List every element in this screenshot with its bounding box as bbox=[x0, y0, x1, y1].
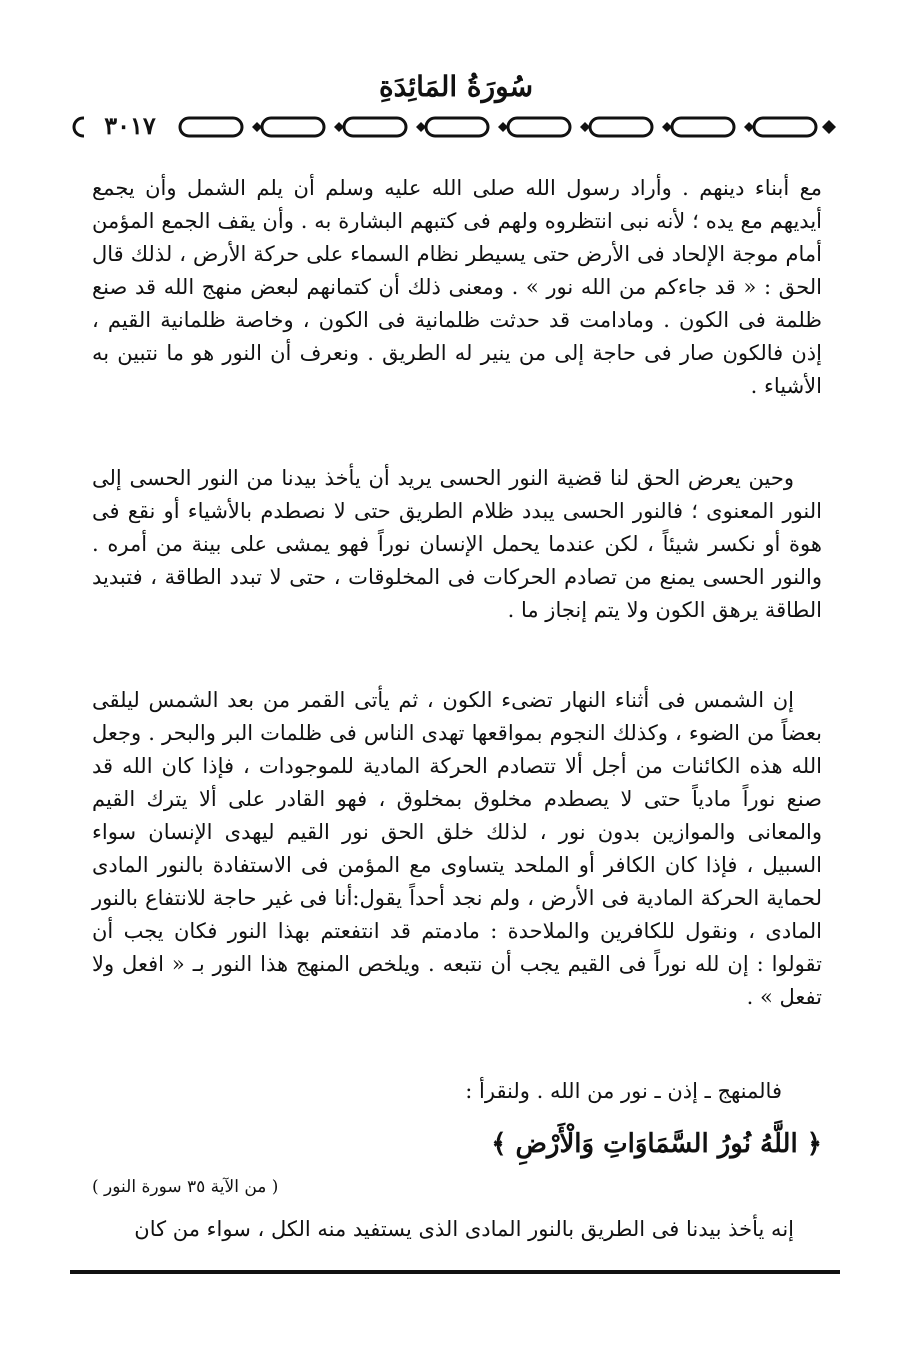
paragraph-1 bbox=[92, 172, 822, 403]
bottom-rule bbox=[70, 1270, 840, 1274]
ornamental-border bbox=[70, 114, 840, 140]
continuation-line: إنه يأخذ بيدنا فى الطريق بالنور المادى الذى يستفيد منه الكل ، سواء من كان bbox=[134, 1217, 794, 1241]
page-number: ٣٠١٧ bbox=[84, 111, 176, 141]
verse-reference: ( من الآية ٣٥ سورة النور ) bbox=[92, 1177, 279, 1197]
intro-line: فالمنهج ـ إذن ـ نور من الله . ولنقرأ : bbox=[465, 1079, 782, 1103]
paragraph-text: وحين يعرض الحق لنا قضية النور الحسى يريد أن يأخذ بيدنا من النور الحسى إلى النور المعنوى ؛ فالنور الحسى يبدد ظلام الطريق حتى لا نصطدم بالأشياء أو نقع فى هوة أو نكسر شيئاً ، لكن عندما يحمل الإنسان نوراً فهو يمشى على بينة من أمره . والنور الحسى يمنع من تصادم الحركات فى المخلوقات ، حتى لا تبدد الطاقة ، فتبديد الطاقة يرهق الكون ولا يتم إنجاز ما . bbox=[92, 466, 822, 622]
quran-verse: ﴿ اللَّهُ نُورُ السَّمَاوَاتِ وَالْأَرْضِ ﴾ bbox=[491, 1129, 822, 1159]
paragraph-text: إن الشمس فى أثناء النهار تضىء الكون ، ثم يأتى القمر من بعد الشمس ليلقى بعضاً من الضوء ، وكذلك النجوم بمواقعها تهدى الناس فى ظلمات البر والبحر . وجعل الله هذه الكائنات من أجل ألا تتصادم الحركة المادية للموجودات ، فإذا كان الله قد صنع نوراً مادياً حتى لا يصطدم مخلوق بمخلوق ، فهو القادر على ألا يترك القيم والمعانى والموازين بدون نور ، لذلك خلق الحق نور القيم ليهدى الإنسان سواء السبيل ، فإذا كان الكافر أو الملحد يتساوى مع المؤمن فى الاستفادة بالنور المادى لحماية الحركة المادية فى الأرض ، ولم نجد أحداً يقول:أنا فى غير حاجة للانتفاع بالنور المادى ، ونقول للكافرين والملاحدة : مادمتم قد انتفعتم بهذا النور فكان يجب أن تقولوا : إن لله نوراً فى القيم يجب أن نتبعه . ويلخص المنهج هذا النور بـ « افعل ولا تفعل » . bbox=[92, 688, 822, 1009]
paragraph-3 bbox=[92, 684, 822, 1014]
paragraph-text: مع أبناء دينهم . وأراد رسول الله صلى الله عليه وسلم أن يلم الشمل وأن يجمع أيديهم مع يده ؛ لأنه نبى انتظروه ولهم فى كتبهم البشارة به . وأن يقف الجمع المؤمن أمام موجة الإلحاد فى الأرض حتى يسيطر نظام السماء على حركة الأرض ، لذلك قال الحق : « قد جاءكم من الله نور » . ومعنى ذلك أن كتمانهم لبعض منهج الله قد صنع ظلمة فى الكون . ومادامت قد حدثت ظلمانية فى الكون ، وخاصة ظلمانية القيم ، إذن فالكون صار فى حاجة إلى من ينير له الطريق . ونعرف أن النور هو ما نتبين به الأشياء . bbox=[92, 176, 822, 398]
surah-title: سُورَةُ المَائِدَةِ bbox=[378, 70, 534, 103]
paragraph-2 bbox=[92, 462, 822, 627]
